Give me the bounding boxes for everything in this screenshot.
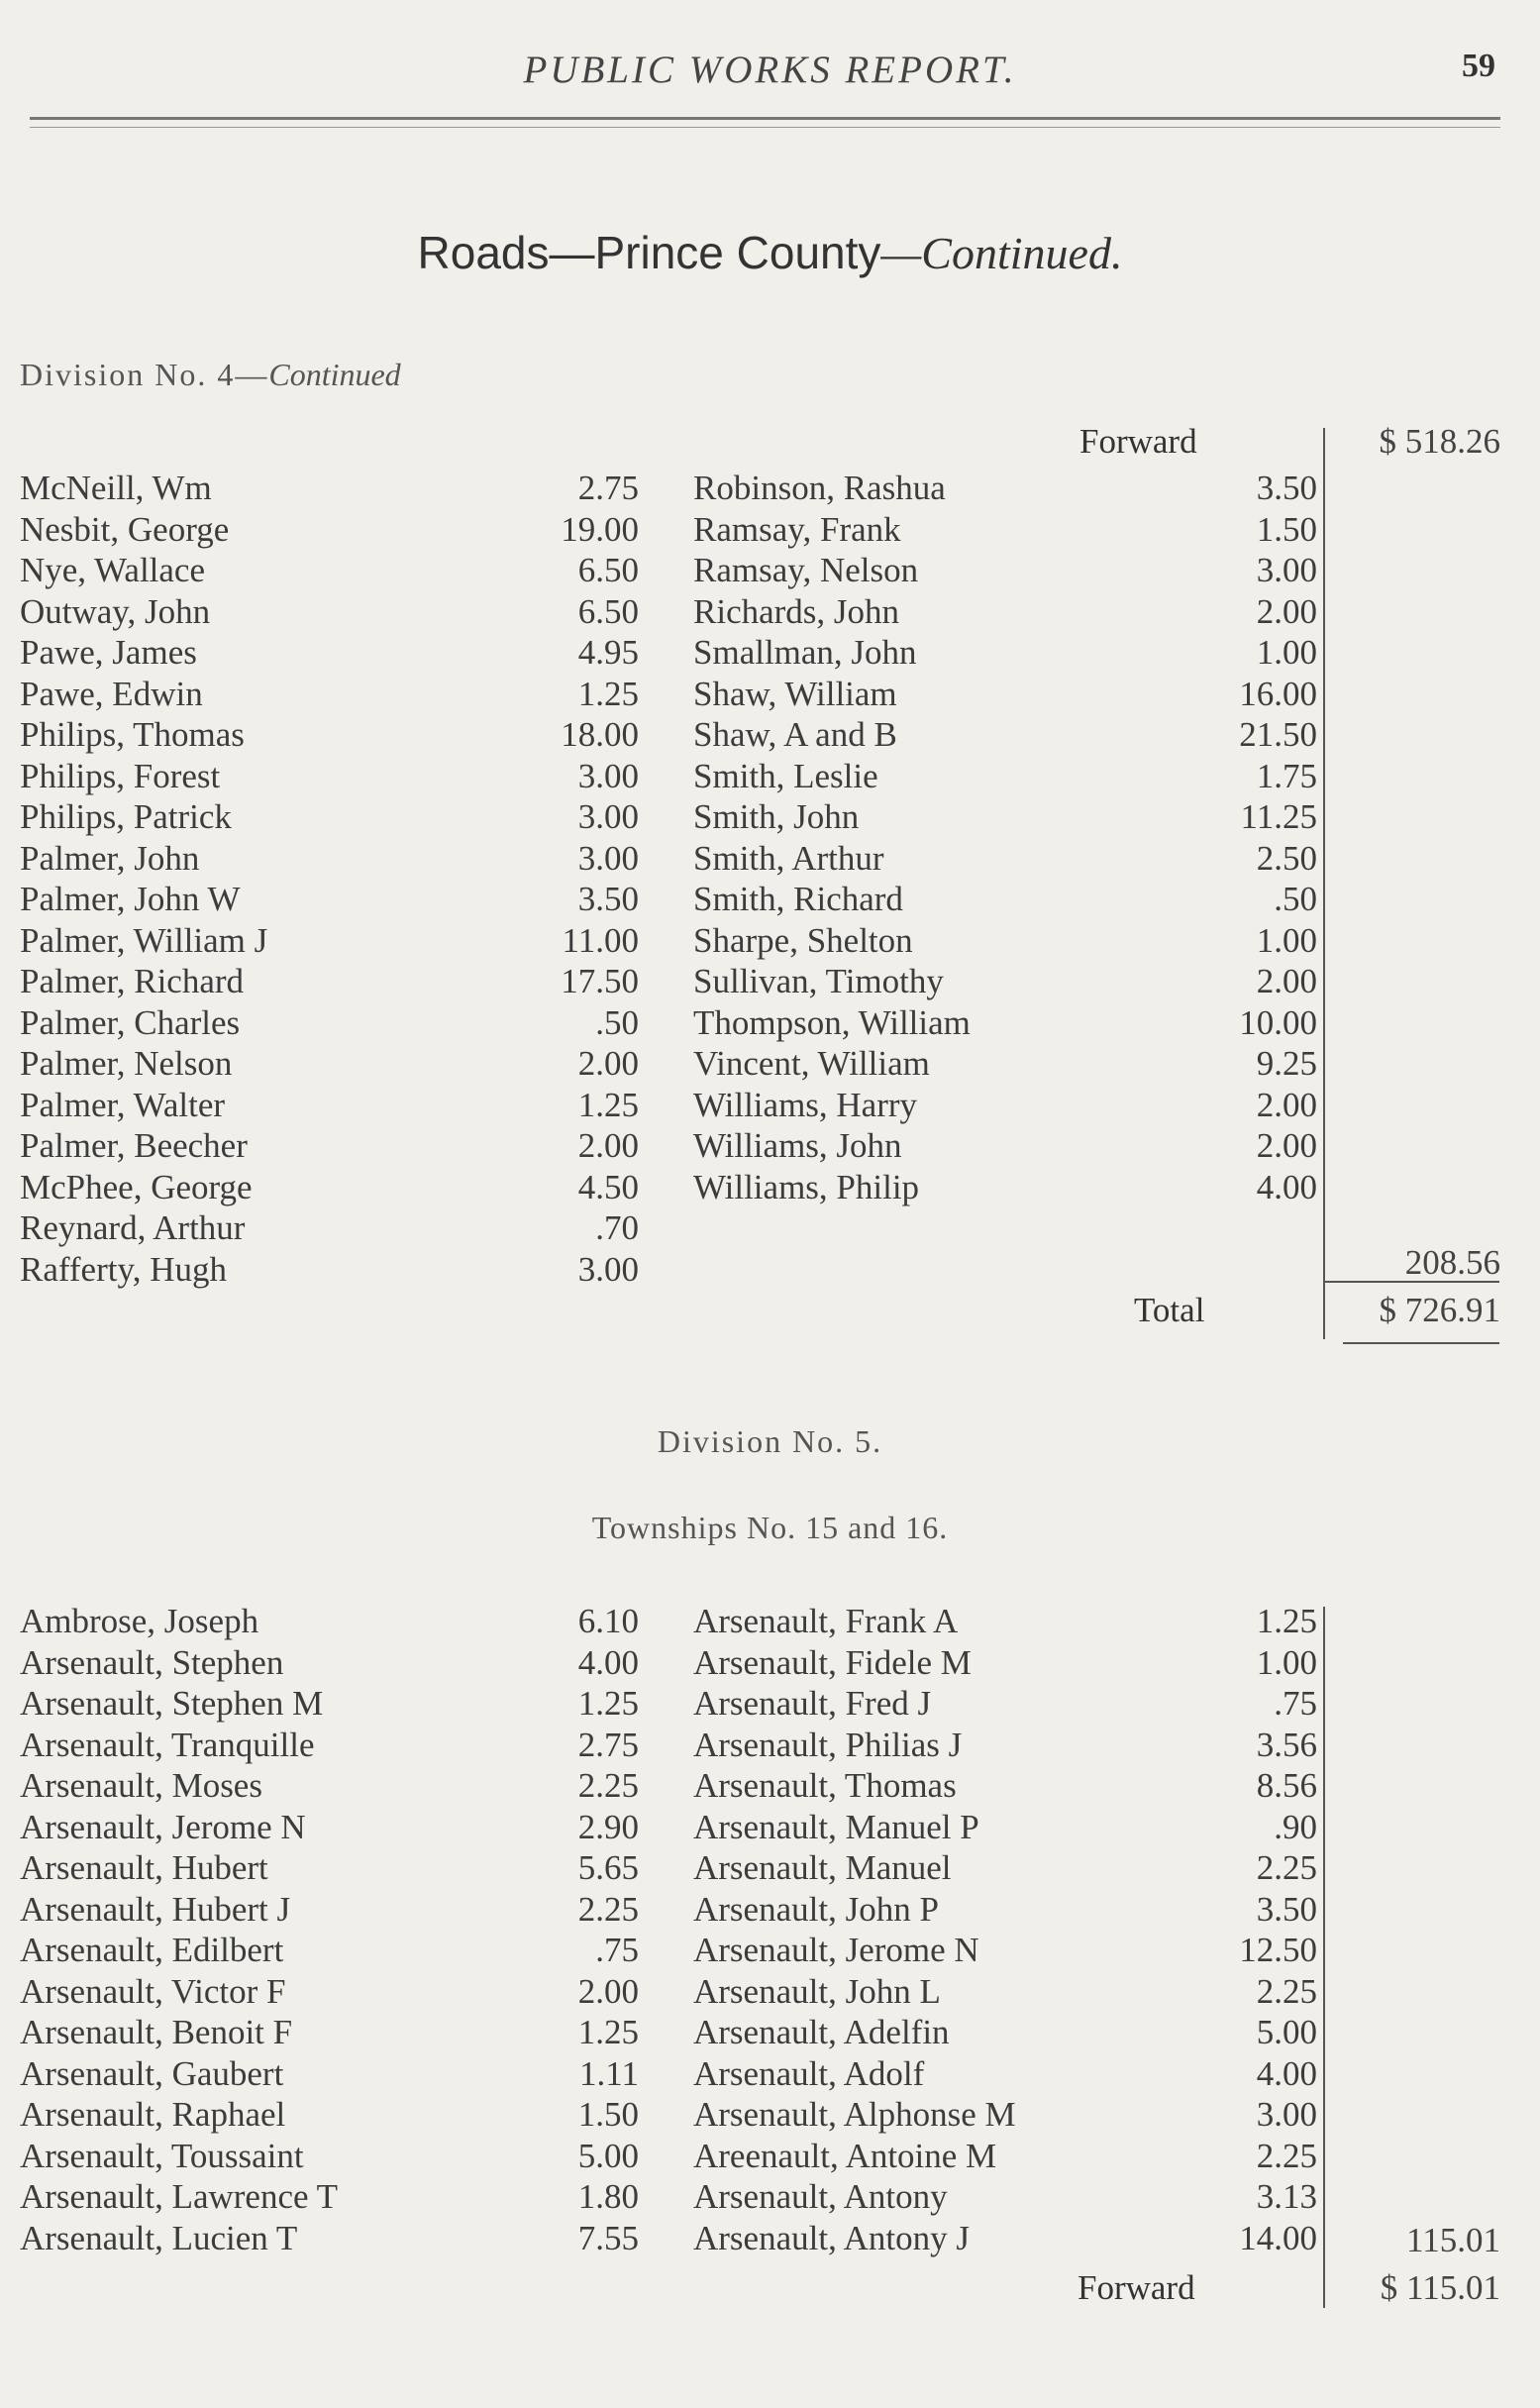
entry-amount: 1.50 [1256,509,1317,549]
entry-name: Smith, John [693,797,860,836]
total-rule-div4 [1343,1342,1499,1344]
entry-amount: 2.25 [1256,2136,1317,2175]
entry-amount: 11.25 [1240,797,1317,836]
entry-amount: 2.00 [1256,591,1317,631]
entry-name: Nye, Wallace [20,551,205,589]
division-4-heading [20,357,401,393]
entry-amount: 17.50 [561,962,639,1000]
section-title [0,226,1540,279]
entry-amount: 5.65 [577,1848,639,1887]
entry-amount: 1.11 [579,2053,639,2093]
entry-name: Arsenault, Tranquille [20,1725,315,1764]
entry-amount: 1.25 [577,1684,639,1723]
entry-name: Arsenault, Lawrence T [20,2177,339,2216]
entry-name: Arsenault, Alphonse M [693,2095,1016,2134]
entry-name: Arsenault, Raphael [20,2095,286,2134]
division-4-left-amounts [475,468,639,1290]
entry-name: Arsenault, Hubert [20,1848,268,1887]
entry-name: Williams, Harry [693,1085,918,1124]
entry-amount: 7.55 [577,2218,639,2257]
entry-name: Williams, Philip [693,1167,920,1206]
entry-name: Outway, John [20,591,211,631]
entry-amount: 21.50 [1239,715,1317,754]
entry-name: Pawe, James [20,633,197,672]
entry-name: Smallman, John [693,633,917,672]
entry-amount: 3.13 [1256,2177,1317,2216]
entry-amount: 1.50 [577,2095,639,2134]
entry-amount: 3.00 [577,797,639,836]
header-rule-thin [30,127,1500,128]
header-rule [30,117,1500,120]
division-4-left-names [20,468,267,1290]
entry-amount: 2.75 [577,469,639,507]
entry-amount: 1.00 [1256,1642,1317,1682]
entry-amount: 11.00 [562,920,639,960]
entry-amount: 1.25 [577,1085,639,1124]
entry-name: Palmer, Beecher [20,1126,248,1165]
division-4-right-names [693,468,971,1207]
division-5-right-names [693,1601,1016,2258]
entry-name: Smith, Leslie [693,756,878,795]
entry-name: McNeill, Wm [20,469,212,507]
division-4-right-amounts [1169,468,1317,1207]
entry-amount: 1.25 [577,674,639,713]
division-5-left-amounts [475,1601,639,2258]
entry-amount: 4.50 [577,1167,639,1206]
entry-name: Palmer, John W [20,880,241,918]
entry-amount: 5.00 [1256,2013,1317,2051]
entry-name: Arsenault, John P [693,1889,939,1929]
entry-amount: 2.00 [1256,1085,1317,1124]
entry-amount: 2.00 [1256,962,1317,1000]
entry-amount: 8.56 [1256,1766,1317,1805]
entry-name: Arsenault, Jerome N [693,1931,979,1969]
entry-name: Reynard, Arthur [20,1208,246,1247]
entry-amount: 14.00 [1239,2218,1317,2257]
entry-amount: 1.75 [1256,756,1317,795]
division-4-heading-italic: Continued [268,357,401,392]
entry-name: Arsenault, Victor F [20,1971,286,2011]
entry-name: Arsenault, Manuel P [693,1807,979,1846]
total-amount-div4: $ 726.91 [1379,1291,1500,1329]
entry-name: Arsenault, Adolf [693,2053,925,2093]
entry-amount: 2.00 [1256,1126,1317,1165]
entry-amount: 2.75 [577,1725,639,1764]
entry-name: Pawe, Edwin [20,674,203,713]
entry-name: Areenault, Antoine M [693,2136,997,2175]
entry-amount: 9.25 [1256,1044,1317,1083]
entry-name: Sharpe, Shelton [693,920,913,960]
entry-name: Palmer, William J [20,920,268,960]
subtotal-div5: 115.01 [1406,2221,1500,2259]
entry-amount: 2.00 [577,1044,639,1083]
entry-amount: .90 [1274,1807,1317,1846]
entry-name: Robinson, Rashua [693,469,946,507]
entry-amount: 1.25 [1256,1602,1317,1640]
entry-amount: 5.00 [577,2136,639,2175]
entry-amount: .75 [1274,1684,1317,1723]
division-5-subheading: Townships No. 15 and 16. [591,1510,949,1545]
entry-name: Arsenault, John L [693,1971,941,2011]
entry-amount: 1.00 [1256,633,1317,672]
column-rule-div5 [1323,1607,1325,2308]
entry-name: Shaw, William [693,674,897,713]
entry-name: Arsenault, Philias J [693,1725,963,1764]
entry-amount: 2.25 [1256,1848,1317,1887]
entry-amount: 3.00 [1256,551,1317,589]
page-number: 59 [1462,48,1495,84]
entry-name: Arsenault, Gaubert [20,2053,284,2093]
entry-amount: 6.50 [577,551,639,589]
entry-amount: 6.10 [577,1602,639,1640]
entry-name: Arsenault, Moses [20,1766,262,1805]
entry-amount: 2.50 [1256,838,1317,878]
entry-name: Philips, Forest [20,756,221,795]
entry-name: Arsenault, Hubert J [20,1889,291,1929]
entry-amount: 1.00 [1256,920,1317,960]
forward-label-div4: Forward [1079,422,1197,461]
entry-name: Arsenault, Benoit F [20,2013,293,2051]
entry-amount: .50 [1274,880,1317,918]
entry-name: Arsenault, Edilbert [20,1931,284,1969]
entry-name: Vincent, William [693,1044,930,1083]
entry-amount: 3.56 [1256,1725,1317,1764]
entry-amount: 6.50 [577,591,639,631]
entry-name: Nesbit, George [20,509,230,549]
entry-amount: 3.50 [1256,1889,1317,1929]
running-title: PUBLIC WORKS REPORT. [523,49,1017,91]
entry-amount: 2.25 [577,1766,639,1805]
entry-name: Philips, Patrick [20,797,232,836]
entry-name: Arsenault, Jerome N [20,1807,306,1846]
entry-name: Thompson, William [693,1002,971,1042]
entry-amount: 3.00 [577,756,639,795]
entry-name: Smith, Richard [693,880,903,918]
entry-name: Arsenault, Manuel [693,1848,952,1887]
entry-name: Arsenault, Thomas [693,1766,957,1805]
entry-amount: 2.00 [577,1971,639,2011]
entry-amount: .50 [595,1002,639,1042]
entry-amount: 1.25 [577,2013,639,2051]
section-title-main: Roads—Prince County [417,227,881,278]
entry-name: Arsenault, Toussaint [20,2136,304,2175]
entry-amount: 2.00 [577,1126,639,1165]
entry-name: Richards, John [693,591,900,631]
entry-name: Arsenault, Fred J [693,1684,932,1723]
entry-amount: 12.50 [1239,1931,1317,1969]
entry-amount: 4.00 [1256,1167,1317,1206]
entry-name: Rafferty, Hugh [20,1249,227,1289]
entry-name: Arsenault, Fidele M [693,1642,972,1682]
entry-name: Palmer, Walter [20,1085,226,1124]
division-5-heading: Division No. 5. [657,1423,883,1459]
entry-amount: 4.95 [577,633,639,672]
entry-amount: 4.00 [1256,2053,1317,2093]
entry-amount: 3.50 [1256,469,1317,507]
entry-amount: 3.50 [577,880,639,918]
section-title-sub: —Continued. [880,228,1123,278]
division-5-left-names [20,1601,338,2258]
entry-amount: 4.00 [577,1642,639,1682]
entry-name: Palmer, Nelson [20,1044,233,1083]
entry-name: Arsenault, Antony [693,2177,948,2216]
entry-name: Arsenault, Stephen M [20,1684,324,1723]
entry-name: Arsenault, Adelfin [693,2013,950,2051]
entry-name: Arsenault, Frank A [693,1602,959,1640]
entry-name: Arsenault, Antony J [693,2218,971,2257]
entry-name: Shaw, A and B [693,715,897,754]
entry-amount: 2.25 [1256,1971,1317,2011]
entry-amount: .70 [595,1208,639,1247]
entry-name: Palmer, Charles [20,1002,241,1042]
entry-amount: 2.25 [577,1889,639,1929]
column-rule-div4 [1323,428,1325,1339]
entry-amount: 2.90 [577,1807,639,1846]
entry-name: Philips, Thomas [20,715,245,754]
entry-name: Ramsay, Nelson [693,551,919,589]
subtotal-div4: 208.56 [1404,1243,1500,1282]
entry-amount: 3.00 [577,1249,639,1289]
forward-label-div5: Forward [1078,2268,1195,2307]
entry-name: McPhee, George [20,1167,253,1206]
entry-name: Smith, Arthur [693,838,884,878]
entry-amount: 3.00 [577,838,639,878]
entry-name: Ramsay, Frank [693,509,901,549]
forward-amount-div5: $ 115.01 [1380,2268,1500,2307]
entry-amount: .75 [595,1931,639,1969]
entry-amount: 16.00 [1239,674,1317,713]
entry-amount: 1.80 [577,2177,639,2216]
entry-amount: 3.00 [1256,2095,1317,2134]
entry-name: Arsenault, Stephen [20,1642,284,1682]
forward-amount-div4: $ 518.26 [1379,422,1500,461]
total-label-div4: Total [1134,1291,1205,1329]
entry-name: Sullivan, Timothy [693,962,944,1000]
entry-amount: 10.00 [1239,1002,1317,1042]
entry-name: Ambrose, Joseph [20,1602,259,1640]
entry-amount: 18.00 [561,715,639,754]
entry-name: Palmer, John [20,838,200,878]
division-4-heading-text: Division No. 4— [20,357,269,392]
entry-name: Arsenault, Lucien T [20,2218,298,2257]
entry-amount: 19.00 [561,509,639,549]
entry-name: Palmer, Richard [20,962,245,1000]
entry-name: Williams, John [693,1126,902,1165]
division-5-right-amounts [1169,1601,1317,2258]
